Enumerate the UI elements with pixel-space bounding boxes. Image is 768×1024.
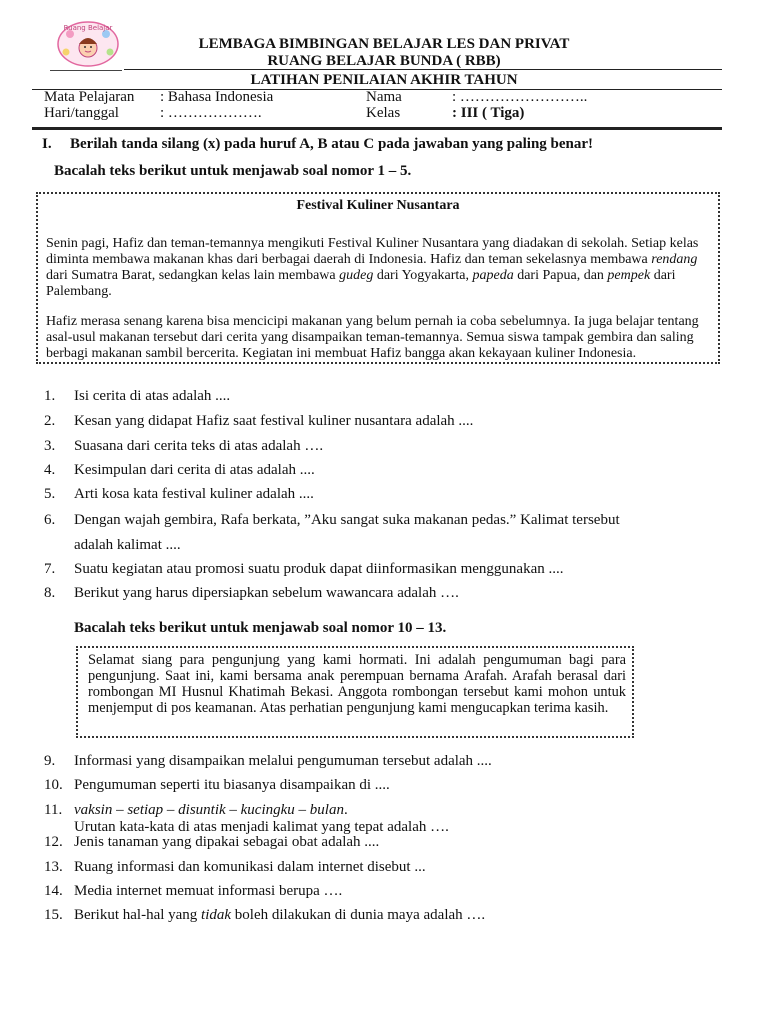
question-10: 10. Pengumuman seperti itu biasanya disampaikan di ....: [44, 777, 390, 793]
question-13: 13. Ruang informasi dan komunikasi dalam internet disebut ...: [44, 859, 426, 875]
subject-label: Mata Pelajaran: [44, 89, 135, 105]
passage1-title: Festival Kuliner Nusantara: [296, 198, 460, 213]
institution-title: LEMBAGA BIMBINGAN BELAJAR LES DAN PRIVAT: [198, 36, 570, 52]
exam-title: LATIHAN PENILAIAN AKHIR TAHUN: [250, 72, 518, 88]
question-7: 7. Suatu kegiatan atau promosi suatu produk dapat diinformasikan menggunakan ....: [44, 561, 564, 577]
passage1-box: [36, 192, 720, 364]
class-value: : III ( Tiga): [452, 105, 525, 121]
date-value: : ……………….: [160, 105, 262, 121]
question-6-continued: adalah kalimat ....: [74, 537, 181, 553]
question-5: 5. Arti kosa kata festival kuliner adalah ....: [44, 486, 314, 502]
name-value: : ……………………..: [452, 89, 588, 105]
question-12: 12. Jenis tanaman yang dipakai sebagai obat adalah ....: [44, 834, 380, 850]
question-11: 11. vaksin – setiap – disuntik – kucingku – bulan.: [44, 802, 348, 818]
subject-value: : Bahasa Indonesia: [160, 89, 274, 105]
question-8: 8. Berikut yang harus dipersiapkan sebelum wawancara adalah ….: [44, 585, 459, 601]
question-11-continued: Urutan kata-kata di atas menjadi kalimat yang tepat adalah ….: [74, 819, 449, 835]
institution-name: RUANG BELAJAR BUNDA ( RBB): [267, 53, 501, 69]
question-2: 2. Kesan yang didapat Hafiz saat festival kuliner nusantara adalah ....: [44, 413, 474, 429]
passage2-box: [76, 646, 634, 738]
name-label: Nama: [366, 89, 402, 105]
logo-underline: [50, 70, 122, 71]
question-4: 4. Kesimpulan dari cerita di atas adalah ....: [44, 462, 315, 478]
meta-divider: [32, 127, 722, 130]
header-divider: [124, 69, 722, 70]
instruction-text: Berilah tanda silang (x) pada huruf A, B atau C pada jawaban yang paling benar!: [70, 136, 594, 152]
passage1-intro: Bacalah teks berikut untuk menjawab soal nomor 1 – 5.: [54, 163, 412, 179]
passage1-paragraph1: Senin pagi, Hafiz dan teman-temannya mengikuti Festival Kuliner Nusantara yang diadakan di sekolah. Setiap kelas diminta membawa makanan khas dari berbagai daerah di Indonesia. Hafiz dan teman sekelasnya membawa rendang dari Sumatra Barat, sedangkan kelas lain membawa gudeg dari Yogyakarta, papeda dari Papua, dan pempek dari Palembang.: [46, 236, 699, 299]
passage1-paragraph2: Hafiz merasa senang karena bisa mencicipi makanan yang belum pernah ia coba sebelumnya. Ia juga belajar tentang asal-usul makanan tersebut dari cerita yang disampaikan teman-temannya. Semua siswa tampak gembira dan saling berbagi makanan sambil bercerita. Kegiatan ini membuat Hafiz bangga akan kekayaan kuliner Indonesia.: [46, 314, 699, 361]
date-label: Hari/tanggal: [44, 105, 119, 121]
class-label: Kelas: [366, 105, 401, 121]
passage2-text: Selamat siang para pengunjung yang kami hormati. Ini adalah pengumuman bagi para pengunjung. Saat ini, kami bersama anak perempuan bernama Arafah. Arafah berasal dari rombongan MI Husnul Khatimah Bekasi. Anggota rombongan tersebut kami mohon untuk menjemput di pos keamanan. Atas perhatian pengunjung kami mengucapkan terima kasih.: [88, 652, 626, 716]
section-number: I.: [42, 136, 52, 152]
question-9: 9. Informasi yang disampaikan melalui pengumuman tersebut adalah ....: [44, 753, 492, 769]
question-14: 14. Media internet memuat informasi berupa ….: [44, 883, 343, 899]
section-instruction: [42, 136, 593, 153]
question-6: 6. Dengan wajah gembira, Rafa berkata, ”Aku sangat suka makanan pedas.” Kalimat tersebut: [44, 512, 620, 528]
question-3: 3. Suasana dari cerita teks di atas adalah ….: [44, 438, 324, 454]
svg-text:Ruang Belajar: Ruang Belajar: [63, 24, 113, 32]
question-1: 1. Isi cerita di atas adalah ....: [44, 388, 231, 404]
question-15: 15. Berikut hal-hal yang tidak boleh dilakukan di dunia maya adalah ….: [44, 907, 486, 923]
passage2-intro: Bacalah teks berikut untuk menjawab soal nomor 10 – 13.: [74, 620, 447, 636]
